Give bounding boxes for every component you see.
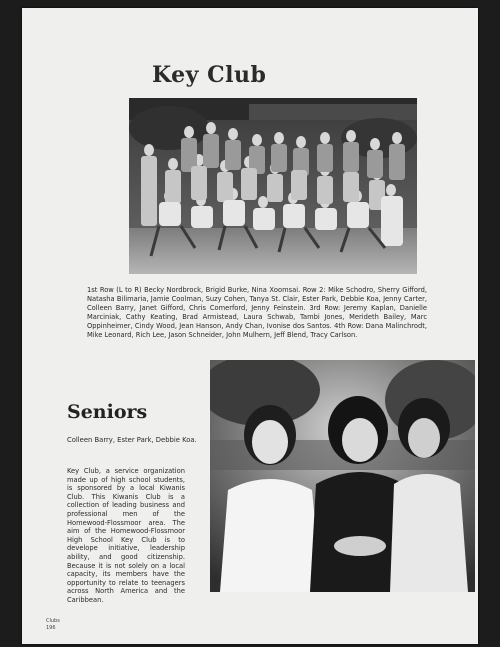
seniors-heading: Seniors [67, 401, 148, 423]
page-title: Key Club [152, 62, 267, 88]
key-club-description: Key Club, a service organization made up of high school students, is sponsored by a local Kiwanis Club. This Kiwanis Club is a collection of leading business and professional men of the Homewood-Flossmoor area. The aim of the Homewood-Flossmoor High School Key Club is to develope initiative, leadership ability, and good citizenship. Because it is not solely on a local capacity, its members have the opportunity to relate to teenagers across North America and the Caribbean. [67, 467, 185, 604]
seniors-photo [210, 360, 475, 592]
seniors-names: Colleen Barry, Ester Park, Debbie Koa. [67, 436, 197, 444]
folio-section: Clubs [46, 618, 60, 624]
group-photo-caption: 1st Row (L to R) Becky Nordbrock, Brigid Burke, Nina Xoomsai. Row 2: Mike Schodro, Sherry Gifford, Natasha Bilimaria, Jamie Coolman, Suzy Cohen, Tanya St. Clair, Ester Park, Debbie Koa, Jenny Carter, Colleen Barry, Janet Gifford, Chris Comerford, Jenny Feinstein. 3rd Row: Jeremy Kaplan, Danielle Marciniak, Cathy Keating, Brad Armistead, Laura Schwab, Tambi Jones, Merideth Bailey, Marc Oppinheimer, Cindy Wood, Jean Hanson, Andy Chan, Ivonise dos Santos. 4th Row: Dana Malinchrodt, Mike Leonard, Rich Lee, Jason Schneider, John Mulhern, Jeff Blend, Tracy Carlson. [87, 286, 427, 339]
group-photo [129, 98, 417, 274]
yearbook-page [22, 8, 478, 644]
folio-page-number: 196 [46, 624, 56, 631]
page-folio [46, 618, 60, 631]
